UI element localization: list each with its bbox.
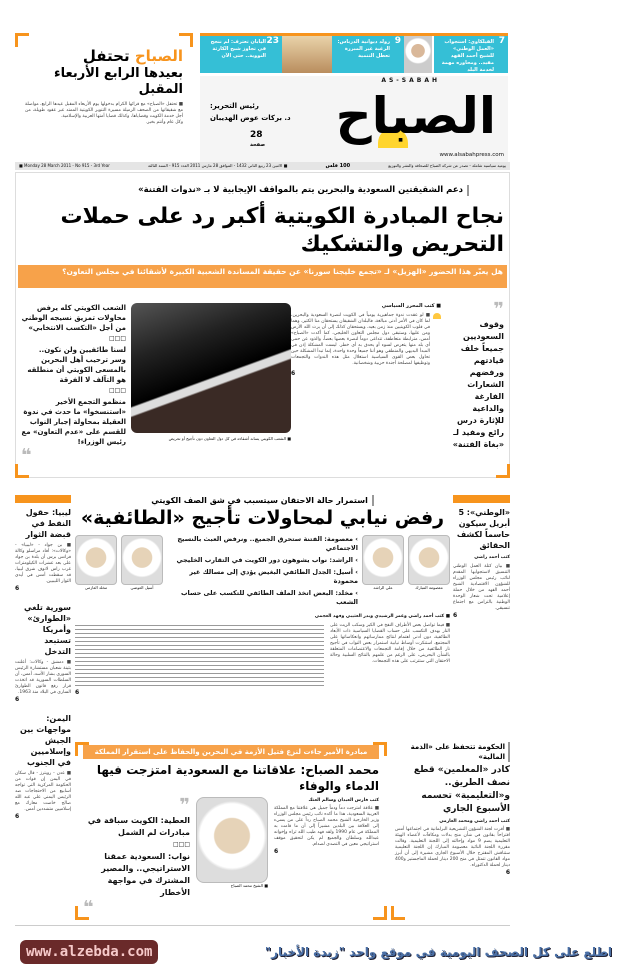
lead-kicker: دعم الشقيقتين السعودية والبحرين يتم بالمواقف الإيجابية لا بـ «ندوات الفتنة» <box>138 185 469 196</box>
teachers-story <box>395 742 510 920</box>
page-ref[interactable]: 6 <box>15 813 20 820</box>
anniversary-body: ■ تحتفل «الصباح» مع قرائها الكرام بدخولها يوم الأربعاء المقبل عيدها الرابع، مواصلة مع شقيقاتها من الصحف الزميلة مسيرة التنوير الكويتية الممتد عبر عقود طويلة، من أجل خدمة الكويت وقضاياها، وكذلك قضايا أمتها العربية والإسلامية. <box>25 102 183 119</box>
second-headline: رفض نيابي لمحاولات تأجيج «الطائفية» <box>80 507 445 529</box>
anniversary-title: الصباح تحتفل <box>82 47 183 65</box>
second-kicker: استمرار حالة الاحتقان سيتسبب في شق الصف الكويتي <box>151 495 374 506</box>
lead-side-quote: وقوف السعوديين جميعاً خلف قيادتهم ورفضهم الشعارات الفارغة والداعية للإثارة درس رائع ومفيد لـ «بغاة الفتنة» <box>452 320 504 449</box>
portrait-photo <box>408 535 450 585</box>
quote-icon: ❞ <box>493 299 504 320</box>
teaser-strip <box>200 33 508 73</box>
editor-label: رئيس التحرير: <box>210 102 259 110</box>
news-title[interactable]: كادر «المعلمين» قطع نصف الطريق.. و«التعليمية» تحسمه الأسبوع الجاري <box>413 765 510 814</box>
news-body: ■ بيان كتلة العمل الوطني التنسيق لاستجوابها المقدم لنائب رئيس مجلس الوزراء للشؤون الاقتصادية الشيخ أحمد الفهد من خلال حملة إعلامية تحت شعار الوحدة الوطنية بالتزامن مع اجتماع تنسيقي. <box>453 564 510 611</box>
second-body: ■ فيما تواصل بعض الأطراف النفخ في الكير وسكب الزيت على النار بهدف التكسب على حساب القضايا السياسية ذات الأبعاد الطائفية، دون أدنى اهتمام لنتائج ممارساتهم وانعكاساتها على المجتمع، استنكرت أوساط نيابية استمرار بعض النواب في تأجيج نار الطائفية من خلال إقامة التجمعات والاعتصامات المتعلقة بالشأن البحريني، على الرغم من علمهم بالنتائج السلبية وحالة الاحتقان التي ستترتب على هذه التجمعات. <box>330 623 450 664</box>
third-body: ■ علاقة امتزجت دماً ودماً جميل هي علاقتنا مع المملكة العربية السعودية، هذا ما أكده نائب رئيس مجلس الوزراء وزير الخارجية الشيخ محمد الصباح رداً على من يسيء إلى العلاقة بين البلدين مشيراً إلى أن ما قامت به المملكة في عام 1990 ولقد فهد طيب الله ثراه وإخوانه عبدالله وسلطان والجميع لم يكن لتحقيق موقف استراتيجي معين في التصدي لصدام. <box>274 806 380 847</box>
byline: كتب فارس العبدان وسالم العنك <box>308 798 379 803</box>
bullet-item: › الراشد: نواب يشوهون دور الكويت في التقارب الخليجي <box>176 556 358 564</box>
quote-icon: ❝ <box>83 897 94 918</box>
photo-caption: معصومة المبارك <box>415 585 443 590</box>
quote-icon: ❝ <box>21 445 32 466</box>
sidebar-tab <box>453 495 510 503</box>
teaser-item[interactable]: 9 رولد ديوانية الدرباس: الرغبة غير المبررة تعطل التنمية <box>332 36 404 73</box>
right-sidebar <box>453 495 510 619</box>
left-sidebar <box>15 495 71 820</box>
second-body-cont <box>75 623 324 689</box>
third-story <box>75 742 387 920</box>
photo-caption: علي الراشد <box>373 585 393 590</box>
teaser-photo <box>282 36 332 73</box>
anniversary-closing: وكل عام وأنتم بخير. <box>145 120 183 125</box>
lead-quote: لسنا طائفيين ولن نكون.. وسر ترحيب أهل البحرين بالمسعى الكويتي أن منطلقه هو التآلف لا الفرقة <box>27 346 126 384</box>
portrait-photo <box>75 535 117 585</box>
bullet-item: › أسيل: الجدل الطائفي البغيض يؤدي إلى مسالك غير محمودة <box>189 568 358 585</box>
footer-slogan: اطلع على كل الصحف اليومية في موقع واحد "زبدة الأخبار" <box>264 945 612 959</box>
masthead <box>200 76 508 162</box>
bullet-item: › معصومة: الفتنة ستحرق الجميع.. ونرفض العبث بالنسيج الاجتماعي <box>177 535 358 552</box>
sidebar-tab <box>15 495 71 503</box>
news-body: ■ دمشق - وكالات: أعلنت بثينة شعبان مستشارة الرئيس السوري بشار الأسد، أمس، أن السلطات السورية قد اتخذت قرار رفع قانون الطوارئ الساري في البلاد منذ 1963. <box>15 660 71 695</box>
lead-subhead: هل يعبّر هذا الحضور «الهزيل» لـ «تجمع خليجنا سورنا» عن حقيقة المساندة الشعبية الكبيرة لأشقائنا في مجلس التعاون؟ <box>18 265 507 288</box>
page-ref[interactable]: 6 <box>15 696 20 703</box>
anniversary-box <box>15 33 193 161</box>
page-ref[interactable]: 6 <box>274 848 279 855</box>
footer-url[interactable]: www.alzebda.com <box>20 940 158 964</box>
separator-icon: □□□ <box>108 335 126 342</box>
second-story <box>75 495 450 696</box>
byline: كتب أحمد راضي <box>474 555 510 560</box>
portrait-photo <box>121 535 163 585</box>
logo: الصباح <box>335 87 496 145</box>
bullet-item: › مخلد: البعض اتخذ الملف الطائفي للتكسب على حساب الشعب <box>181 589 358 606</box>
separator-icon: □□□ <box>172 841 190 848</box>
lead-headline: نجاح المبادرة الكويتية أكبر رد على حملات التحريض والتشكيك <box>60 204 504 257</box>
third-headline: محمد الصباح: علاقاتنا مع السعودية امتزجت فيها الدماء والوفاء <box>96 763 379 793</box>
publisher-line: يومية سياسية شاملة - تصدر عن شركة الصباح للصحافة والنشر والتوزيع <box>388 163 506 168</box>
dateline-bar <box>15 162 510 170</box>
news-body: ■ أقرت لجنة الشؤون التشريعية البرلمانية في اجتماعها أمس اقتراحاً بقانون في شأن منح بدلات ومكافآت لأعضاء الهيئة التعليمية يضم 9 مواد وإحالته إلى اللجنة التعليمية. وقالت مقررة اللجنة النائبة معصومة المبارك إن اللجنة التعليمية ستناقش المقترح خلال الأسبوع الجاري مشيرة إلى أن أبرز مواد القانون تتمثل في منح 200 دينار لحملة الماجستير و400 دينار لحملة الدكتوراه. <box>395 827 510 868</box>
news-title[interactable]: ليبيا: حقول النفط في قبضة الثوار <box>25 508 71 539</box>
news-body: ■ عدن - رويترز - قال سكان في اليمن إن قوات من الحكومة المركزية التي تواجه أسابيع من الاحتجاجات ضد الرئيس اليمني علي عبد الله صالح خاضت معارك مع إسلاميين متشددين أمس. <box>15 771 71 812</box>
third-quote: نواب: السعودية عمقنا الاستراتيجي.. والمصير المشترك في مواجهة الأخطار <box>101 852 190 897</box>
news-title[interactable]: سورية تلغي «الطوارئ» وأمريكا تستبعد التدخل <box>23 603 71 656</box>
news-body: ■ بن جواد - «ليبيا» - «وكالات»: أفاد مراسلو وكالة فرانس برس أن بلدة بن جواد على بعد عشرات الكيلومترات غرب راس لانوف شرق ليبيا، قد سقطت أمس في أيدي الثوار الليبيين. <box>15 543 71 584</box>
page-ref[interactable]: 6 <box>15 585 20 592</box>
site-url[interactable]: www.alsabahpress.com <box>439 152 504 158</box>
lead-quote: الشعب الكويتي كله يرفض محاولات تمزيق نسيجه الوطني من أجل «التكسب الانتخابي» <box>21 304 126 332</box>
byline: ■ كتب أحمد راضي وعمر الرشيدي وبدر العتيبي وفهد العجمي <box>314 614 450 619</box>
photo-caption: ■ الشيخ محمد الصباح <box>230 883 268 888</box>
story-kicker: الحكومة تتحفظ على «الذمة المالية» <box>395 742 510 762</box>
sun-icon <box>433 313 441 319</box>
lead-photo <box>131 303 291 433</box>
hijri-date: ■ الاثنين 23 ربيع الثاني 1432 - الموافق 28 مارس 2011 العدد 915 - السنة الثالثة <box>147 163 288 168</box>
quote-icon: ❞ <box>179 795 190 816</box>
separator-icon: □□□ <box>108 387 126 394</box>
page-count: 28 <box>250 130 263 140</box>
photo-caption: مخلد العازمي <box>84 585 108 590</box>
as-sabah-latin: AS-SABAH <box>381 77 440 84</box>
lead-quote: منظمو التجمع الأخير «استنسخوا» ما حدث في ندوة العقيلة بمحاولة إجبار النواب للقسم على «عدم التعاون» مع رئيس الوزراء! <box>21 398 126 446</box>
footer-banner <box>0 938 632 972</box>
lead-body: ■ لو عقدت ندوة جماهيرية يومياً في الكويت لنصرة السعودية والبحرين، لما كان في الأمر أدنى مبالغة، فالبلدان الشقيقان يستحقان منا الكثير، وهما في قلوب الكويتيين منذ زمن بعيد، ويستحقان كذلك إلى أن يرث الله الأرض ومن عليها، وستبقى دول مجلس التعاون الخليجي، كما أكدت «الصباح» أمس، مترابطة متعاطفة، تتداعى دوماً لنصرة بعضها بعضاً، والذود عن حمى أي بلد منها يتعرض لسوء أو يحدق به أي خطر. ليست المشكلة إذن في المبدأ البديهي والمنطقي وهو أننا جميعاً وحدة واحدة، إنما تبدأ المشكلة حين تحاول بعض القوى السياسية استغلال مثل هذه الندوات والتجمعات وتوظيفها لمصلحة أجندة حزبية وشخصانية. <box>291 313 430 366</box>
page-ref[interactable]: 6 <box>291 370 296 377</box>
price: 100 فلس <box>325 163 351 169</box>
photo-caption: أسيل العوضي <box>130 585 154 590</box>
english-date: ■ Monday 28 March 2011 - No 915 - 3rd Year <box>19 163 110 168</box>
teaser-item[interactable]: 7 الفيلكاوي: استجواب «العمل الوطني» للشيخ أحمد الفهد مفيد.. ومحاوره مهمة لخدمة البلد <box>434 36 508 73</box>
lead-story <box>15 172 510 478</box>
news-title[interactable]: «الوطني»: 5 أبريل سيكون حاسماً لكشف الحقائق <box>456 508 510 550</box>
byline: كتب أحمد راضي ومحمد العازمي <box>439 819 510 824</box>
third-quote: العطية: الكويت سباقة في مبادرات لم الشمل <box>87 816 190 837</box>
teaser-item[interactable]: 23 اليابان تعترف: لم ننجح في تجاوز شبح الكارثة النووية.. حتى الآن <box>200 36 282 73</box>
page-ref[interactable]: 6 <box>505 869 510 876</box>
page-count-label: صفحة <box>250 142 266 148</box>
byline: ■ كتب المحرر السياسي <box>381 303 441 309</box>
minister-photo <box>196 797 268 883</box>
page-ref[interactable]: 6 <box>453 612 458 619</box>
anniversary-title-line2: بعيدها الرابع الأربعاء المقبل <box>54 66 183 97</box>
editor-name: د. بركات عوض الهديبان <box>210 114 291 122</box>
teaser-photo <box>404 36 432 73</box>
news-title[interactable]: اليمن: مواجهات بين الجيش وإسلاميين في الجنوب <box>19 714 71 767</box>
portrait-photo <box>362 535 404 585</box>
page-ref[interactable]: 6 <box>75 689 80 696</box>
photo-caption: ■ الشعب الكويتي يساند أشقاءه في كل دول التعاون دون تأجيج أو تحريض <box>168 436 291 441</box>
divider <box>15 925 510 926</box>
third-kicker: مبادرة الأمير جاءت لنزع فتيل الأزمة في البحرين والحفاظ على استقرار المملكة <box>83 745 379 759</box>
